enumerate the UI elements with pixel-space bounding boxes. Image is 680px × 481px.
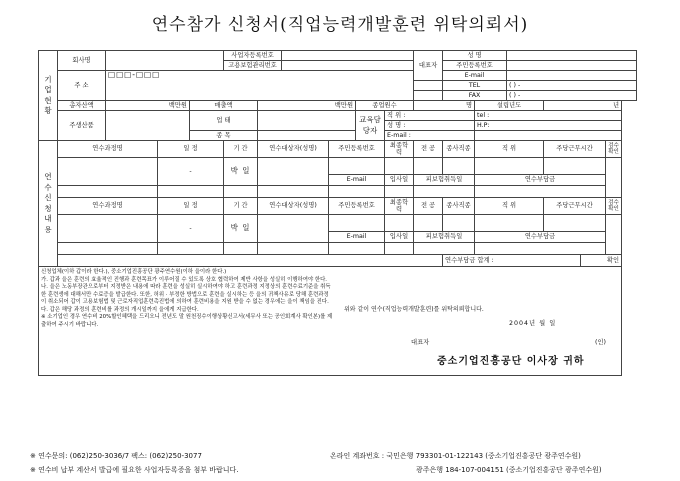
trainee-cont: [258, 243, 329, 255]
position-field[interactable]: [475, 215, 544, 232]
contact-position[interactable]: 직 위 :: [385, 111, 475, 121]
position-header: 직 위: [475, 198, 544, 215]
contact-hp[interactable]: H.P:: [475, 121, 622, 131]
job-type-header: 종사직종: [443, 198, 475, 215]
period-field[interactable]: 박 일: [224, 158, 258, 186]
period-header: 기 간: [224, 198, 258, 215]
employees-label: 종업원수: [356, 101, 414, 111]
contact-email[interactable]: E-mail :: [385, 131, 475, 141]
business-type-label: 업 태: [190, 111, 258, 131]
course-name-header: 연수과정명: [58, 141, 158, 158]
training-spacer: [58, 255, 443, 267]
fee-total-confirm[interactable]: 확인: [581, 255, 622, 267]
footer-line-2: [30, 465, 670, 477]
fee-field[interactable]: [475, 243, 606, 255]
period-cont: [224, 243, 258, 255]
period-field[interactable]: 박 일: [224, 215, 258, 243]
insured-date-field[interactable]: [414, 186, 475, 198]
trainee-field[interactable]: [258, 158, 329, 186]
major-field[interactable]: [414, 215, 443, 232]
course-name-cont: [58, 186, 158, 198]
business-type-field[interactable]: [258, 111, 356, 131]
request-statement: 위와 같이 연수(직업능력개발훈련)를 위탁의뢰합니다.: [344, 306, 484, 313]
seal-label[interactable]: (인): [595, 339, 606, 346]
fee-total-label: 연수부담금 합계 :: [443, 255, 581, 267]
period-header: 기 간: [224, 141, 258, 158]
position-header: 직 위: [475, 141, 544, 158]
insurance-no-label: 고용보험관리번호: [224, 61, 282, 71]
product-field[interactable]: [106, 111, 190, 141]
education-field[interactable]: [385, 158, 414, 175]
terms-line: 다. 갑은 해당 과정의 훈련비를 과정의 개시일까지 을에게 지급한다.: [41, 306, 199, 313]
check-header: 검수확인: [606, 198, 622, 215]
work-hours-header: 주당근무시간: [544, 141, 606, 158]
receipt-text: ※ 연수비 납부 계산서 발급에 필요한 사업자등록증을 첨부 바랍니다.: [30, 466, 239, 474]
founded-field[interactable]: 년: [544, 101, 622, 111]
company-name-field[interactable]: [106, 51, 224, 71]
work-hours-field[interactable]: [544, 215, 606, 232]
insured-date-header: 피보험취득일: [414, 232, 475, 243]
inquiry-text: ※ 연수문의: (062)250-3036/7 팩스: (062)250-3077: [30, 452, 202, 460]
id-number-field[interactable]: [329, 158, 385, 175]
ceo-field-label: 주민등록번호: [443, 61, 507, 71]
trainee-cont: [258, 186, 329, 198]
terms-text: [41, 269, 333, 330]
page-title: 연수참가 신청서(직업능력개발훈련 위탁의뢰서): [151, 15, 529, 35]
id-number-header: 주민등록번호: [329, 141, 385, 158]
address-spacer: [414, 91, 443, 101]
ceo-label: 대표자: [414, 51, 443, 81]
address-label: 주 소: [58, 71, 106, 101]
representative-label: 대표자: [411, 339, 430, 346]
id-number-field[interactable]: [329, 215, 385, 232]
founded-label: 설립년도: [475, 101, 544, 111]
business-item-field[interactable]: [258, 131, 356, 141]
reg-no-label: 사업자등록번호: [224, 51, 282, 61]
hire-date-field[interactable]: [385, 243, 414, 255]
schedule-field[interactable]: -: [158, 215, 224, 243]
account-text: 온라인 계좌번호 : 국민은행 793301-01-122143 (중소기업진흥공단 광주연수원): [330, 452, 581, 460]
ceo-field-label: FAX: [443, 91, 507, 101]
major-header: 전 공: [414, 198, 443, 215]
contact-tel[interactable]: tel :: [475, 111, 622, 121]
assets-label: 총자산액: [58, 101, 106, 111]
trainee-header: 연수대상자(성명): [258, 141, 329, 158]
address-field[interactable]: [106, 71, 414, 101]
contact-name[interactable]: 성 명 :: [385, 121, 475, 131]
schedule-cont: [158, 243, 224, 255]
work-hours-header: 주당근무시간: [544, 198, 606, 215]
schedule-cont: [158, 186, 224, 198]
hire-date-header: 입사일: [385, 232, 414, 243]
terms-line: 신청업체(이하 갑이라 한다.), 중소기업진흥공단 광주연수원(이하 을이라 한다.): [41, 269, 227, 275]
terms-section: [39, 267, 622, 376]
contact-label: 교육담당자: [356, 111, 385, 141]
insured-date-field[interactable]: [414, 243, 475, 255]
hire-date-field[interactable]: [385, 186, 414, 198]
email-header: E-mail: [329, 175, 385, 186]
email-header: E-mail: [329, 232, 385, 243]
schedule-header: 일 정: [158, 198, 224, 215]
ceo-email-field[interactable]: [507, 71, 637, 81]
insured-date-header: 피보험취득일: [414, 175, 475, 186]
insurance-no-field[interactable]: [282, 61, 414, 71]
course-name-field[interactable]: [58, 215, 158, 243]
check-header: 검수확인: [606, 141, 622, 158]
address-value: □□□-□□□: [108, 70, 161, 79]
ceo-field-label: 성 명: [443, 51, 507, 61]
course-name-field[interactable]: [58, 158, 158, 186]
period-cont: [224, 186, 258, 198]
application-form: [38, 50, 637, 376]
hire-date-header: 입사일: [385, 175, 414, 186]
work-hours-field[interactable]: [544, 158, 606, 175]
position-field[interactable]: [475, 158, 544, 175]
id-number-header: 주민등록번호: [329, 198, 385, 215]
reg-no-field[interactable]: [282, 51, 414, 61]
trainee-field[interactable]: [258, 215, 329, 243]
addressee: 중소기업진흥공단 이사장 귀하: [437, 356, 585, 367]
employees-field[interactable]: 명: [414, 101, 475, 111]
major-field[interactable]: [414, 158, 443, 175]
company-name-label: 회사명: [58, 51, 106, 71]
contact-spacer: [475, 131, 622, 141]
terms-line: 나. 을은 노동부장관으로부터 지정받은 내용에 따라 훈련을 성실히 실시하여야 하고 훈련과정 지정상의 훈련수료기준을 취득한 훈련생에 대해서만 수료증을 발급한다. 또한, 허위 · 부정한 방법으로 훈련을 실시하는 등 을의 귀책사유로 당해 훈련과정이 취소되어 갑이 고용보험법 및 근로자직업훈련촉진법에 의하여 훈련비용을 지원 받을 수 없는 경우에는 을이 책임을 진다.: [41, 284, 331, 306]
course-name-header: 연수과정명: [58, 198, 158, 215]
ceo-field-label: TEL: [443, 81, 507, 91]
address-spacer: [414, 81, 443, 91]
terms-line: ※ 소기업인 경우 연수비 20%할인혜택을 드리오니 전년도 말 원천징수이행상황신고서(세무사 또는 공인회계사 확인본)를 제출하여 주시기 바랍니다.: [41, 314, 333, 328]
ceo-name-field[interactable]: [507, 51, 637, 61]
sales-label: 매출액: [190, 101, 258, 111]
account2-text: 광주은행 184-107-004151 (중소기업진흥공단 광주연수원): [416, 466, 602, 474]
sales-field[interactable]: 백만원: [258, 101, 356, 111]
education-field[interactable]: [385, 215, 414, 232]
email-field[interactable]: [329, 186, 385, 198]
schedule-field[interactable]: -: [158, 158, 224, 186]
ceo-field-label: E-mail: [443, 71, 507, 81]
check-field[interactable]: [606, 158, 622, 198]
assets-field[interactable]: 백만원: [106, 101, 190, 111]
ceo-fax-field[interactable]: ( ) -: [507, 91, 637, 101]
major-header: 전 공: [414, 141, 443, 158]
training-section-label: 연수신청내용: [39, 141, 58, 267]
course-name-cont: [58, 243, 158, 255]
ceo-id-field[interactable]: [507, 61, 637, 71]
job-type-field[interactable]: [443, 215, 475, 232]
fee-header: 연수부담금: [475, 175, 606, 186]
ceo-tel-field[interactable]: ( ) -: [507, 81, 637, 91]
education-header: 최종학력: [385, 141, 414, 158]
product-label: 주생산품: [58, 111, 106, 141]
fee-header: 연수부담금: [475, 232, 606, 243]
fee-field[interactable]: [475, 186, 606, 198]
schedule-header: 일 정: [158, 141, 224, 158]
check-field[interactable]: [606, 215, 622, 255]
business-item-label: 종 목: [190, 131, 258, 141]
terms-line: 가. 갑과 을은 훈련의 효율적인 진행과 훈련목표가 이루어질 수 있도록 상호 협력하여 제반 사항을 성실히 이행하여야 한다.: [41, 276, 328, 283]
education-header: 최종학력: [385, 198, 414, 215]
date-line[interactable]: 2004년 월 일: [509, 320, 557, 327]
trainee-header: 연수대상자(성명): [258, 198, 329, 215]
company-section-label: 기업현황: [39, 51, 58, 141]
email-field[interactable]: [329, 243, 385, 255]
job-type-field[interactable]: [443, 158, 475, 175]
footer-line-1: [30, 451, 670, 463]
job-type-header: 종사직종: [443, 141, 475, 158]
